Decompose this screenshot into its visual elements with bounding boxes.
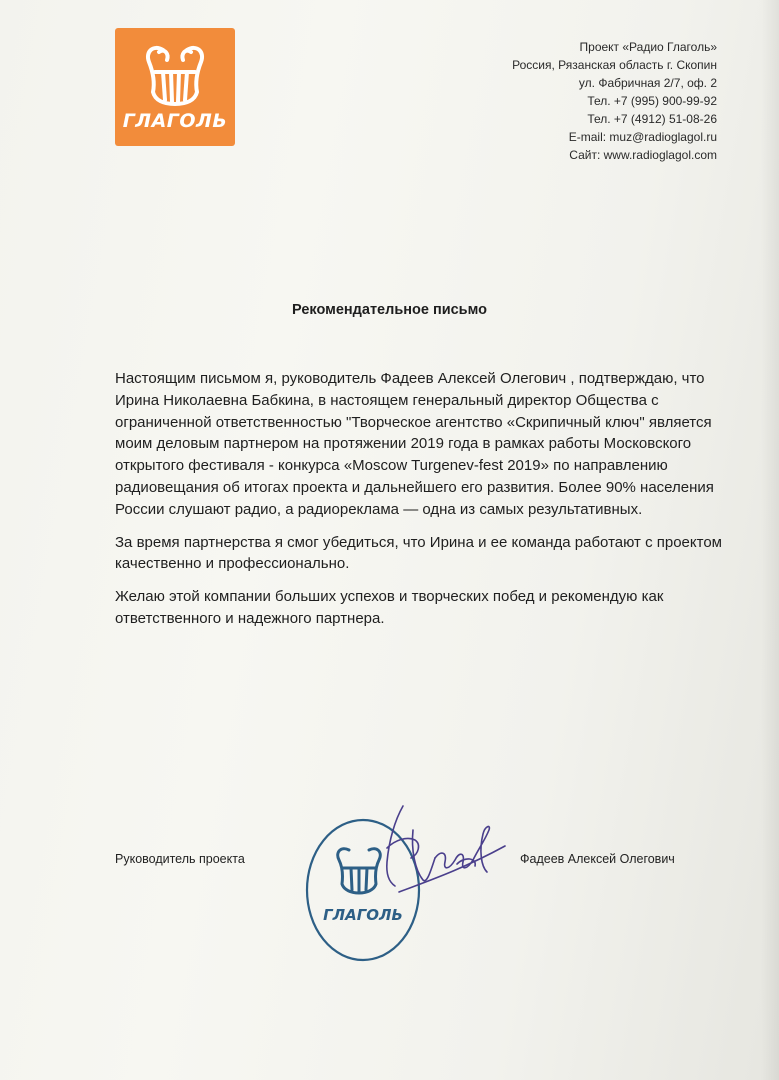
signer-role: Руководитель проекта — [115, 852, 245, 866]
contact-info — [417, 38, 717, 164]
contact-address-street: ул. Фабричная 2/7, оф. 2 — [578, 76, 717, 90]
text-line: ответственного и надежного партнера. — [115, 609, 385, 627]
paragraph-wishes — [115, 586, 725, 630]
text-line: моим деловым партнером на протяжении 2019 года в рамках работы Московского — [115, 435, 692, 453]
text-line: России слушают радио, а радиореклама — одна из самых результативных. — [115, 500, 643, 518]
contact-phone-office: Тел. +7 (4912) 51-08-26 — [587, 112, 717, 126]
contact-website: Сайт: www.radioglagol.com — [569, 148, 717, 162]
contact-project: Проект «Радио Глаголь» — [579, 40, 717, 54]
glagol-logo — [115, 28, 235, 146]
text-line: Желаю этой компании больших успехов и творческих побед и рекомендую как — [115, 588, 664, 606]
text-line: открытого фестиваля - конкурса «Moscow Turgenev-fest 2019» по направлению — [115, 457, 668, 475]
signer-name: Фадеев Алексей Олегович — [520, 852, 675, 866]
text-line: Настоящим письмом я, руководитель Фадеев Алексей Олегович , подтверждаю, что — [115, 370, 705, 387]
handwritten-signature — [365, 800, 515, 910]
paragraph-recommendation — [115, 368, 725, 521]
text-line: радиовещания об итогах проекта и дальнейшего его развития. Более 90% населения — [115, 478, 714, 496]
text-line: За время партнерства я смог убедиться, что Ирина и ее команда работают с проектом — [115, 533, 722, 551]
text-line: Ирина Николаевна Бабкина, в настоящем генеральный директор Общества с — [115, 391, 659, 409]
text-line: качественно и профессионально. — [115, 555, 350, 573]
contact-phone-mobile: Тел. +7 (995) 900-99-92 — [587, 94, 717, 108]
logo-brand-text: ГЛАГОЛЬ — [122, 110, 228, 132]
stamp-brand-text: ГЛАГОЛЬ — [323, 906, 403, 924]
contact-email: E-mail: muz@radioglagol.ru — [568, 130, 717, 144]
contact-address-region: Россия, Рязанская область г. Скопин — [512, 58, 717, 72]
letter-body — [115, 368, 725, 641]
letter-title: Рекомендательное письмо — [292, 302, 487, 318]
paragraph-partnership — [115, 532, 725, 576]
text-line: ограниченной ответственностью "Творческое агентство «Скрипичный ключ" является — [115, 413, 712, 431]
page-edge-shadow — [761, 0, 779, 1080]
